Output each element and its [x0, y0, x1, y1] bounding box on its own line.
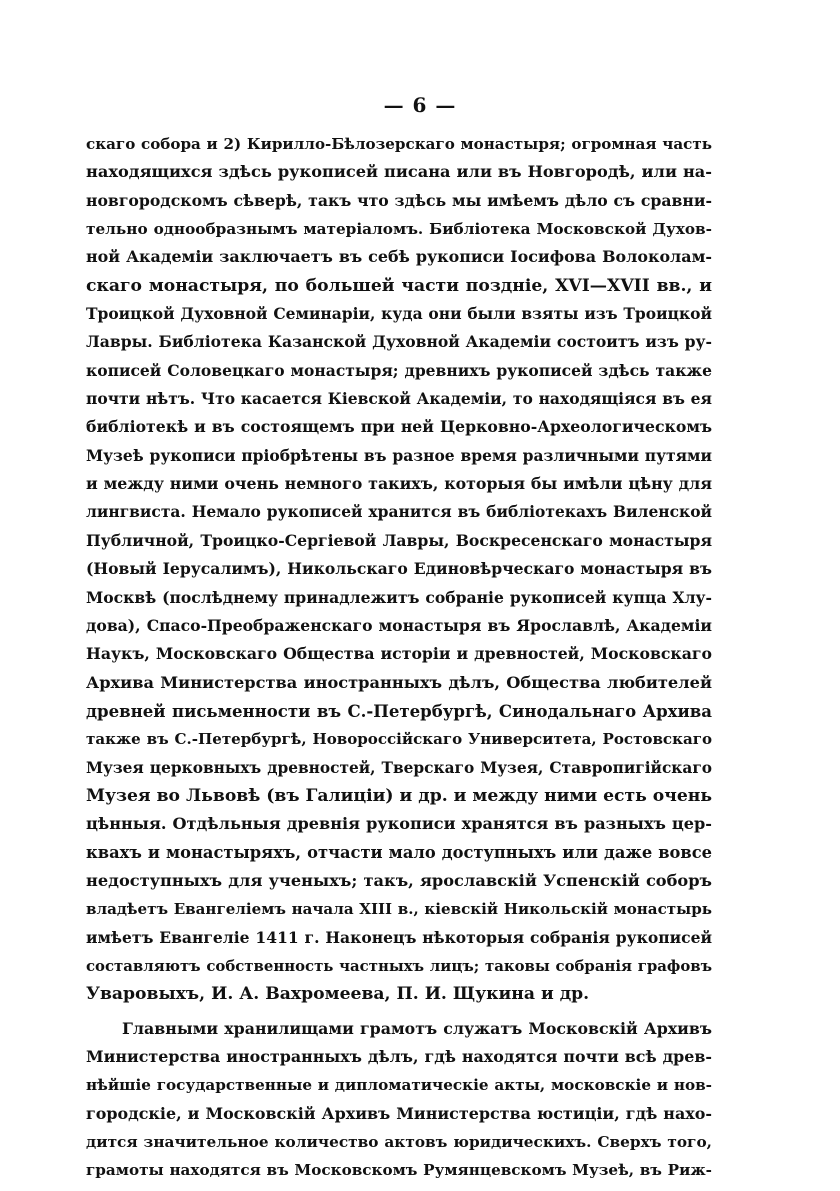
page-number: — 6 — — [383, 93, 457, 117]
text-line: дова), Спасо-Преображенскаго монастыря въ Ярославлѣ, Академіи — [86, 615, 712, 635]
text-line: почти нѣтъ. Что касается Кіевской Академіи, то находящіяся въ ея — [86, 389, 712, 409]
text-line: также въ С.-Петербургѣ, Новороссійскаго Университета, Ростовскаго — [86, 730, 712, 749]
paragraph-2 — [86, 1015, 712, 1185]
text-line: нѣйшіе государственные и дипломатическіе акты, московскіе и нов- — [86, 1076, 712, 1095]
text-line: Троицкой Духовной Семинаріи, куда они были взяты изъ Троицкой — [86, 304, 712, 324]
text-line: Музея церковныхъ древностей, Тверскаго Музея, Ставропигійскаго — [86, 758, 712, 777]
text-line: дится значительное количество актовъ юридическихъ. Сверхъ того, — [86, 1133, 712, 1152]
text-line: Публичной, Троицко-Сергіевой Лавры, Воскресенскаго монастыря — [86, 530, 712, 550]
text-line: составляютъ собственность частныхъ лицъ; таковы собранія графовъ — [86, 956, 712, 975]
text-line: Музеѣ рукописи пріобрѣтены въ разное время различными путями — [86, 445, 712, 465]
text-line: кописей Соловецкаго монастыря; древнихъ рукописей здѣсь также — [86, 360, 712, 380]
text-line: скаго монастыря, по большей части поздніе, XVI—XVII вв., и — [86, 275, 712, 296]
text-line: и между ними очень немного такихъ, которыя бы имѣли цѣну для — [86, 474, 712, 494]
text-line: лингвиста. Немало рукописей хранится въ библіотекахъ Виленской — [86, 502, 712, 522]
text-line: квахъ и монастыряхъ, отчасти мало доступныхъ или даже вовсе — [86, 842, 712, 862]
text-line: Лавры. Библіотека Казанской Духовной Академіи состоитъ изъ ру- — [86, 332, 712, 352]
text-line: Главными хранилищами грамотъ служатъ Московскій Архивъ — [122, 1018, 712, 1038]
text-line: грамоты находятся въ Московскомъ Румянцевскомъ Музеѣ, въ Риж- — [86, 1161, 712, 1180]
text-line: владѣетъ Евангеліемъ начала XIII в., кіевскій Никольскій монастырь — [86, 900, 712, 919]
text-line: древней письменности въ С.-Петербургѣ, Синодальнаго Архива — [86, 700, 712, 721]
text-line: (Новый Іерусалимъ), Никольскаго Единовѣрческаго монастыря въ — [86, 559, 712, 579]
text-line: новгородскомъ сѣверѣ, такъ что здѣсь мы имѣемъ дѣло съ сравни- — [86, 190, 712, 210]
paragraph-1 — [86, 130, 712, 1009]
text-line: Москвѣ (послѣднему принадлежитъ собраніе рукописей купца Хлу- — [86, 587, 712, 607]
text-line: Наукъ, Московскаго Общества исторіи и древностей, Московскаго — [86, 644, 712, 664]
text-line: Музея во Львовѣ (въ Галиціи) и др. и между ними есть очень — [86, 785, 712, 806]
text-line: скаго собора и 2) Кирилло-Бѣлозерскаго монастыря; огромная часть — [86, 135, 712, 153]
text-line: ной Академіи заключаетъ въ себѣ рукописи Іосифова Волоколам- — [86, 247, 712, 267]
text-line: находящихся здѣсь рукописей писана или въ Новгородѣ, или на- — [86, 162, 712, 182]
body-text — [86, 130, 712, 1185]
text-line: библіотекѣ и въ состоящемъ при ней Церковно-Археологическомъ — [86, 417, 712, 437]
text-line: Министерства иностранныхъ дѣлъ, гдѣ находятся почти всѣ древ- — [86, 1047, 712, 1066]
text-line: Архива Министерства иностранныхъ дѣлъ, Общества любителей — [86, 672, 712, 692]
text-line: цѣнныя. Отдѣльныя древнія рукописи хранятся въ разныхъ цер- — [86, 814, 712, 834]
text-line: недоступныхъ для ученыхъ; такъ, ярославскій Успенскій соборъ — [86, 870, 712, 890]
text-line: тельно однообразнымъ матеріаломъ. Библіотека Московской Духов- — [86, 220, 712, 239]
text-line: городскіе, и Московскій Архивъ Министерства юстиціи, гдѣ нахо- — [86, 1103, 712, 1123]
text-line: имѣетъ Евангеліе 1411 г. Наконецъ нѣкоторыя собранія рукописей — [86, 927, 712, 947]
text-line: Уваровыхъ, И. А. Вахромеева, П. И. Щукина и др. — [86, 984, 590, 1005]
